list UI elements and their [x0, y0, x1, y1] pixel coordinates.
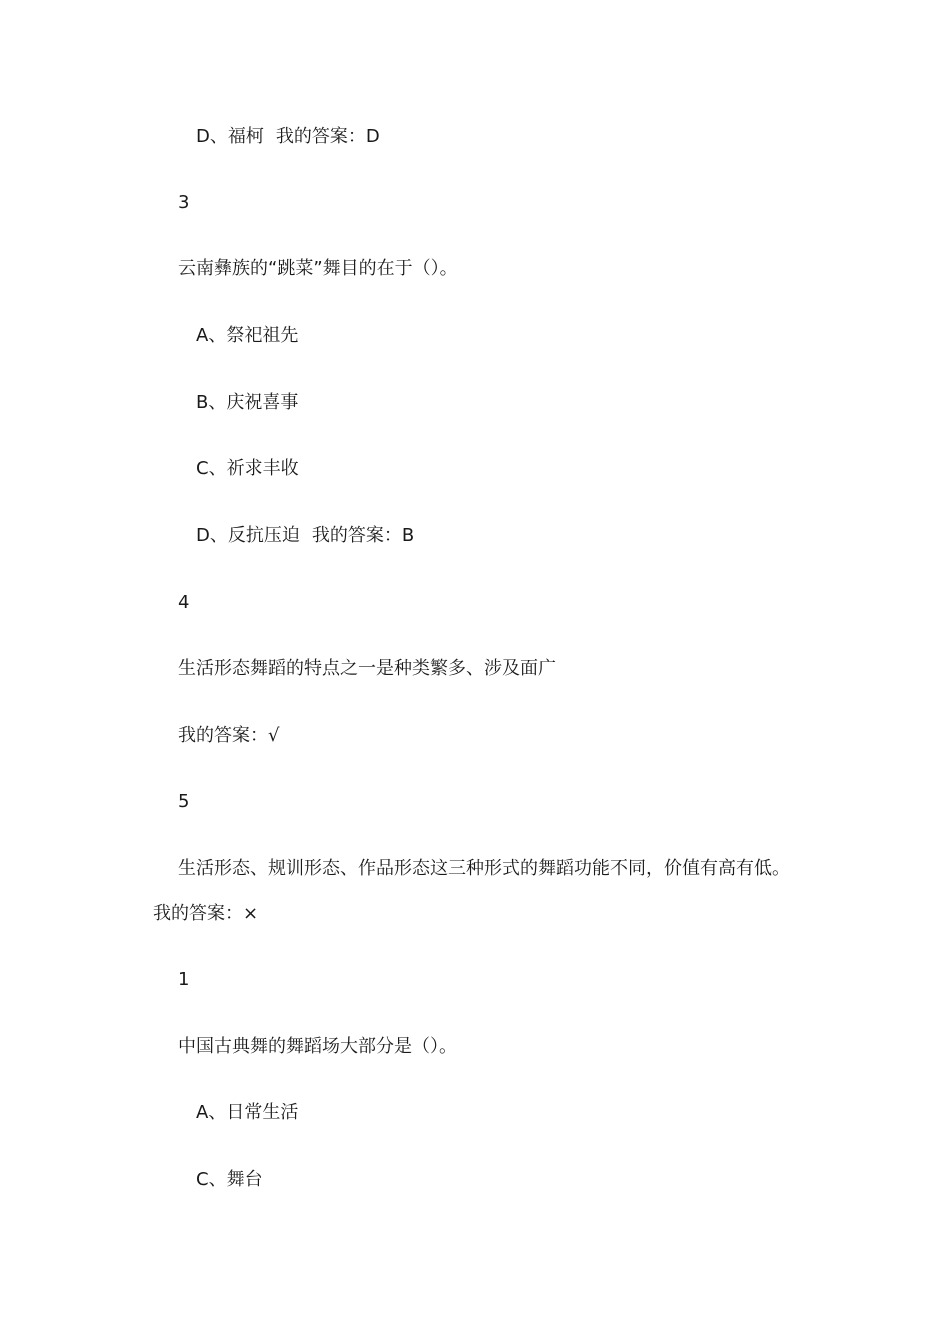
- option-c: C、祈求丰收: [196, 458, 299, 479]
- option-d-answer-line: [196, 125, 380, 149]
- option-d-answer-line: [196, 524, 414, 548]
- question-number: 4: [178, 592, 190, 613]
- my-answer-text: 我的答案：B: [311, 525, 415, 546]
- option-c: C、舞台: [196, 1169, 263, 1190]
- option-d-text: D、反抗压迫: [196, 525, 300, 546]
- question-text: 云南彝族的“跳菜”舞目的在于（）。: [178, 258, 458, 279]
- option-b: B、庆祝喜事: [196, 392, 299, 413]
- my-answer-text: 我的答案：√: [178, 725, 280, 746]
- option-d-text: D、福柯: [196, 126, 264, 147]
- option-a: A、日常生活: [196, 1102, 299, 1123]
- my-answer-text: 我的答案：×: [153, 903, 259, 924]
- my-answer-text: 我的答案：D: [275, 126, 380, 147]
- question-text: 中国古典舞的舞蹈场大部分是（）。: [178, 1036, 457, 1057]
- option-a: A、祭祀祖先: [196, 325, 299, 346]
- question-number: 1: [178, 969, 190, 990]
- question-number: 3: [178, 192, 190, 213]
- question-number: 5: [178, 791, 190, 812]
- question-text: 生活形态、规训形态、作品形态这三种形式的舞蹈功能不同，价值有高有低。: [178, 858, 790, 879]
- question-text: 生活形态舞蹈的特点之一是种类繁多、涉及面广: [178, 658, 556, 679]
